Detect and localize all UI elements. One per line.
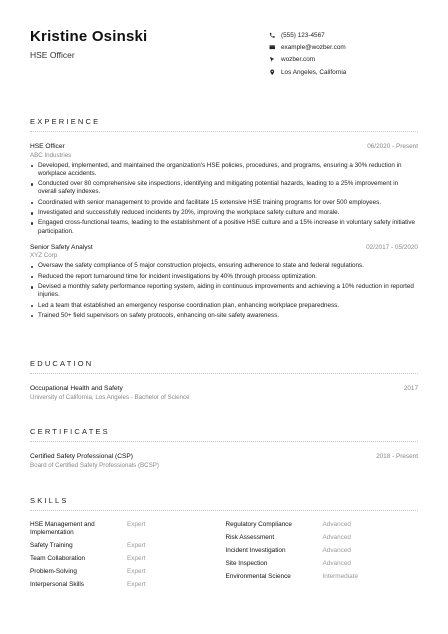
certificates-section xyxy=(30,427,418,469)
skill-item xyxy=(226,534,419,542)
list-item: Investigated and successfully reduced incidents by 20%, improving the workplace safety culture and morale. xyxy=(30,209,418,217)
contact-phone-text: (555) 123-4567 xyxy=(281,31,325,39)
job-company: ABC Industries xyxy=(30,151,72,159)
skills-grid xyxy=(30,521,418,594)
list-item: Oversaw the safety compliance of 5 major construction projects, ensuring adherence to state and federal regulations. xyxy=(30,262,418,270)
skill-item xyxy=(226,547,419,555)
candidate-name: Kristine Osinski xyxy=(30,28,148,45)
skills-section xyxy=(30,496,418,594)
job-dates: 06/2020 - Present xyxy=(367,143,418,150)
skill-item xyxy=(30,568,223,576)
education-degree: Occupational Health and Safety xyxy=(30,385,123,392)
skills-column-left xyxy=(30,521,223,594)
skill-level: Expert xyxy=(127,541,146,549)
section-divider xyxy=(30,373,418,374)
skill-level: Intermediate xyxy=(322,572,359,580)
map-pin-icon xyxy=(269,69,281,76)
skill-level: Advanced xyxy=(322,533,351,541)
contact-location xyxy=(269,66,346,78)
job-dates: 02/2017 - 05/2020 xyxy=(366,243,418,251)
job-entry xyxy=(30,143,418,236)
contact-website[interactable] xyxy=(269,54,346,66)
skill-level: Expert xyxy=(127,554,146,562)
skill-name: Site Inspection xyxy=(225,559,268,567)
list-item: Devised a monthly safety performance reporting system, aiding in continuous improvements and achieving a 10% reduction in reported injuries. xyxy=(30,283,418,300)
list-item: Developed, implemented, and maintained the organization's HSE policies, procedures, and programs, ensuring a 30% reduction in workplace accidents. xyxy=(30,162,418,179)
education-section xyxy=(30,359,418,401)
skill-name: Risk Assessment xyxy=(225,533,275,541)
list-item: Reduced the report turnaround time for incident investigations by 40% through process optimization. xyxy=(30,273,418,281)
candidate-role: HSE Officer xyxy=(30,50,75,60)
certificate-name: Certified Safety Professional (CSP) xyxy=(30,453,133,460)
skill-name: Safety Training xyxy=(30,541,73,549)
certificate-issuer: Board of Certified Safety Professionals (BCSP) xyxy=(30,461,159,469)
job-position: HSE Officer xyxy=(30,143,65,150)
skill-name: Problem-Solving xyxy=(30,567,77,575)
section-title: EXPERIENCE xyxy=(30,117,101,126)
skill-item xyxy=(226,573,419,581)
resume-header xyxy=(30,28,418,88)
skill-item xyxy=(30,581,223,589)
contact-block xyxy=(269,29,346,78)
list-item: Coordinated with senior management to provide and facilitate 15 extensive HSE training programs for over 500 employees. xyxy=(30,199,418,207)
experience-section xyxy=(30,117,418,322)
job-position: Senior Safety Analyst xyxy=(30,243,93,251)
list-item: Led a team that established an emergency response coordination plan, enhancing workplace preparedness. xyxy=(30,302,418,310)
list-item: Conducted over 80 comprehensive site inspections, identifying and mitigating potential hazards, leading to a 25% improvement in overall safety indexes. xyxy=(30,180,418,197)
contact-location-text: Los Angeles, California xyxy=(281,68,347,76)
skill-level: Advanced xyxy=(322,546,351,554)
skill-level: Advanced xyxy=(322,559,351,567)
skill-item xyxy=(30,555,223,563)
skill-name: HSE Management and Implementation xyxy=(30,521,95,536)
section-title: EDUCATION xyxy=(30,359,94,368)
skill-name: Interpersonal Skills xyxy=(30,580,84,588)
skills-column-right xyxy=(226,521,419,594)
skill-level: Expert xyxy=(127,567,146,575)
link-icon xyxy=(269,56,281,63)
skill-item xyxy=(226,560,419,568)
skill-name: Team Collaboration xyxy=(30,554,86,562)
skill-item xyxy=(30,542,223,550)
job-bullets xyxy=(30,162,418,236)
contact-phone[interactable] xyxy=(269,29,346,41)
certificate-entry xyxy=(30,453,418,469)
skill-item xyxy=(30,521,223,537)
skill-level: Expert xyxy=(127,580,146,588)
skill-level: Expert xyxy=(127,521,146,528)
skill-name: Regulatory Compliance xyxy=(225,521,292,528)
skill-level: Advanced xyxy=(322,521,351,528)
contact-email[interactable] xyxy=(269,41,346,53)
education-year: 2017 xyxy=(403,385,418,392)
job-bullets xyxy=(30,262,418,320)
section-title: SKILLS xyxy=(30,496,69,505)
list-item: Engaged cross-functional teams, leading to the establishment of a positive HSE culture and a 15% increase in voluntary safety initiative participation. xyxy=(30,219,418,236)
certificate-dates: 2018 - Present xyxy=(376,453,418,460)
contact-website-text: wozber.com xyxy=(281,56,316,64)
job-company: XYZ Corp xyxy=(30,252,58,260)
education-entry xyxy=(30,385,418,401)
section-divider xyxy=(30,510,418,511)
skill-name: Incident Investigation xyxy=(225,546,286,554)
list-item: Trained 50+ field supervisors on safety protocols, enhancing on-site safety awareness. xyxy=(30,312,418,320)
section-divider xyxy=(30,441,418,442)
education-school: University of California, Los Angeles - Bachelor of Science xyxy=(30,393,190,401)
envelope-icon xyxy=(269,44,281,51)
section-title: CERTIFICATES xyxy=(30,427,110,436)
job-entry xyxy=(30,244,418,320)
skill-item xyxy=(226,521,419,529)
section-divider xyxy=(30,131,418,132)
phone-icon xyxy=(269,32,281,39)
contact-email-text: example@wozber.com xyxy=(281,43,346,51)
skill-name: Environmental Science xyxy=(225,572,291,580)
